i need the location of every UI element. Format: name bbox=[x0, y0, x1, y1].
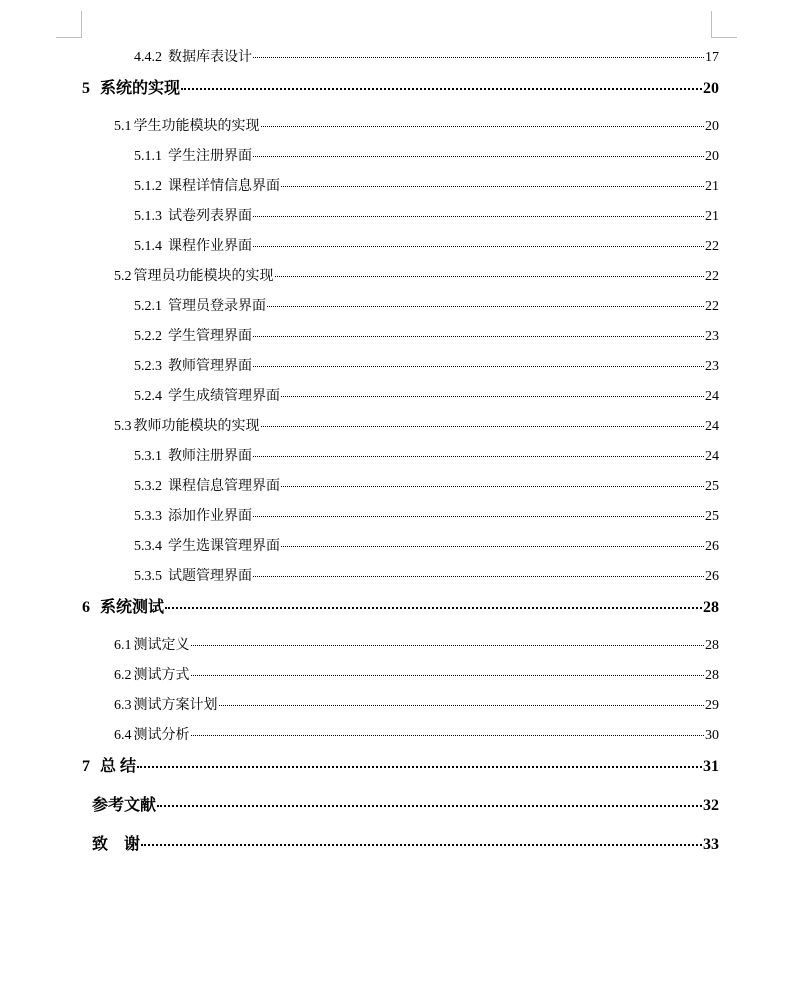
toc-entry[interactable] bbox=[82, 792, 719, 815]
toc-entry-title bbox=[134, 205, 252, 225]
dot-leader bbox=[253, 336, 704, 337]
toc-entry-page-number: 29 bbox=[705, 698, 719, 713]
toc-entry-title bbox=[134, 46, 252, 66]
toc-entry-title bbox=[114, 415, 260, 435]
toc-entry-page-number: 20 bbox=[703, 80, 719, 97]
dot-leader bbox=[219, 705, 705, 706]
toc-entry-text: 课程作业界面 bbox=[168, 239, 252, 254]
toc-entry-number: 5 bbox=[82, 80, 90, 97]
toc-entry-title bbox=[134, 295, 266, 315]
toc-entry-title bbox=[114, 265, 274, 285]
toc-entry-page-number: 22 bbox=[705, 299, 719, 314]
toc-entry-number: 6.3 bbox=[114, 698, 132, 713]
toc-entry[interactable] bbox=[114, 634, 719, 654]
toc-entry[interactable] bbox=[114, 265, 719, 285]
toc-entry-number: 5.2.1 bbox=[134, 299, 162, 314]
dot-leader bbox=[253, 216, 704, 217]
toc-entry-number: 5.3.5 bbox=[134, 569, 162, 584]
toc-entry-text: 课程信息管理界面 bbox=[168, 479, 280, 494]
toc-entry-number: 5.3.4 bbox=[134, 539, 162, 554]
toc-entry-page-number: 22 bbox=[705, 239, 719, 254]
toc-entry-number: 7 bbox=[82, 758, 90, 775]
toc-entry-number: 6.1 bbox=[114, 638, 132, 653]
toc-entry-page-number: 31 bbox=[703, 758, 719, 775]
toc-entry-text: 测试方式 bbox=[133, 668, 190, 683]
dot-leader bbox=[191, 735, 705, 736]
toc-entry-page-number: 17 bbox=[705, 50, 719, 65]
toc-entry-page-number: 28 bbox=[703, 599, 719, 616]
toc-entry-text: 总 结 bbox=[100, 758, 137, 775]
toc-entry-page-number: 26 bbox=[705, 569, 719, 584]
toc-entry-text: 管理员功能模块的实现 bbox=[133, 269, 274, 284]
toc-entry-page-number: 23 bbox=[705, 329, 719, 344]
toc-entry-text: 学生注册界面 bbox=[168, 149, 252, 164]
toc-entry-page-number: 33 bbox=[703, 836, 719, 853]
toc-entry-title bbox=[114, 115, 260, 135]
toc-entry[interactable] bbox=[114, 415, 719, 435]
toc-entry-page-number: 28 bbox=[705, 638, 719, 653]
toc-entry[interactable] bbox=[114, 694, 719, 714]
toc-entry-text: 管理员登录界面 bbox=[168, 299, 266, 314]
dot-leader bbox=[253, 516, 704, 517]
dot-leader bbox=[157, 805, 702, 807]
dot-leader bbox=[191, 675, 705, 676]
dot-leader bbox=[275, 276, 705, 277]
toc-entry[interactable] bbox=[82, 75, 719, 98]
toc-entry[interactable] bbox=[134, 325, 719, 345]
toc-entry-number: 5.3.2 bbox=[134, 479, 162, 494]
dot-leader bbox=[141, 844, 702, 846]
toc-entry[interactable] bbox=[134, 535, 719, 555]
toc-entry-page-number: 24 bbox=[705, 389, 719, 404]
toc-entry-number: 5.3.3 bbox=[134, 509, 162, 524]
dot-leader bbox=[165, 607, 702, 609]
toc-entry-title bbox=[114, 634, 190, 654]
toc-entry-number: 5.2.4 bbox=[134, 389, 162, 404]
toc-entry-text: 测试定义 bbox=[133, 638, 190, 653]
toc-entry[interactable] bbox=[134, 565, 719, 585]
toc-entry-title bbox=[134, 325, 252, 345]
toc-entry[interactable] bbox=[134, 145, 719, 165]
toc-entry-text: 学生成绩管理界面 bbox=[168, 389, 280, 404]
dot-leader bbox=[261, 126, 705, 127]
toc-entry-title bbox=[134, 445, 252, 465]
toc-entry-title bbox=[134, 175, 280, 195]
toc-entry-text: 添加作业界面 bbox=[168, 509, 252, 524]
margin-corner-mark-top-left bbox=[56, 11, 82, 38]
dot-leader bbox=[253, 57, 704, 58]
toc-entry-number: 5.2.3 bbox=[134, 359, 162, 374]
toc-entry-number: 5.2 bbox=[114, 269, 132, 284]
toc-entry[interactable] bbox=[134, 46, 719, 66]
dot-leader bbox=[281, 546, 704, 547]
toc-entry-page-number: 20 bbox=[705, 119, 719, 134]
toc-entry-number: 4.4.2 bbox=[134, 50, 162, 65]
toc-entry-number: 5.1.1 bbox=[134, 149, 162, 164]
toc-entry-text: 系统的实现 bbox=[100, 80, 181, 97]
toc-entry-title bbox=[134, 145, 252, 165]
toc-entry[interactable] bbox=[134, 475, 719, 495]
toc-entry[interactable] bbox=[82, 753, 719, 776]
toc-entry-number: 6 bbox=[82, 599, 90, 616]
dot-leader bbox=[281, 486, 704, 487]
toc-entry-title bbox=[114, 694, 218, 714]
toc-entry-text: 教师注册界面 bbox=[168, 449, 252, 464]
toc-entry-page-number: 25 bbox=[705, 509, 719, 524]
toc-entry-title bbox=[134, 235, 252, 255]
toc-entry-text: 教师功能模块的实现 bbox=[133, 419, 260, 434]
toc-entry[interactable] bbox=[82, 594, 719, 617]
dot-leader bbox=[253, 366, 704, 367]
toc-entry[interactable] bbox=[82, 831, 719, 854]
toc-entry-text: 试题管理界面 bbox=[168, 569, 252, 584]
toc-entry[interactable] bbox=[134, 355, 719, 375]
toc-entry-number: 5.3.1 bbox=[134, 449, 162, 464]
toc-entry-number: 5.1.2 bbox=[134, 179, 162, 194]
toc-entry-title bbox=[134, 505, 252, 525]
toc-entry-number: 5.1.4 bbox=[134, 239, 162, 254]
toc-entry-text: 数据库表设计 bbox=[168, 50, 252, 65]
toc-entry-number: 5.3 bbox=[114, 419, 132, 434]
toc-entry-text: 测试方案计划 bbox=[133, 698, 218, 713]
toc-entry[interactable] bbox=[134, 445, 719, 465]
toc-entry-text: 学生功能模块的实现 bbox=[133, 119, 260, 134]
toc-entry-page-number: 22 bbox=[705, 269, 719, 284]
toc-entry-number: 5.1 bbox=[114, 119, 132, 134]
toc-entry-text: 试卷列表界面 bbox=[168, 209, 252, 224]
dot-leader bbox=[181, 88, 702, 90]
dot-leader bbox=[253, 246, 704, 247]
toc-entry-number: 6.2 bbox=[114, 668, 132, 683]
toc-entry[interactable] bbox=[114, 724, 719, 744]
toc-entry-title bbox=[82, 75, 180, 98]
toc-entry-text: 课程详情信息界面 bbox=[168, 179, 280, 194]
toc-entry[interactable] bbox=[134, 175, 719, 195]
toc-entry[interactable] bbox=[134, 235, 719, 255]
toc-entry-number: 5.2.2 bbox=[134, 329, 162, 344]
toc-entry[interactable] bbox=[114, 664, 719, 684]
toc-entry-title bbox=[82, 792, 156, 815]
toc-entry-page-number: 24 bbox=[705, 449, 719, 464]
margin-corner-mark-top-right bbox=[711, 11, 737, 38]
dot-leader bbox=[191, 645, 705, 646]
dot-leader bbox=[281, 186, 704, 187]
dot-leader bbox=[267, 306, 704, 307]
toc-entry-page-number: 23 bbox=[705, 359, 719, 374]
toc-entry[interactable] bbox=[134, 505, 719, 525]
toc-entry-page-number: 20 bbox=[705, 149, 719, 164]
toc-entry-title bbox=[114, 724, 190, 744]
toc-entry-text: 测试分析 bbox=[133, 728, 190, 743]
toc-entry[interactable] bbox=[134, 385, 719, 405]
toc-entry-title bbox=[82, 753, 136, 776]
dot-leader bbox=[261, 426, 705, 427]
toc-entry[interactable] bbox=[134, 295, 719, 315]
dot-leader bbox=[281, 396, 704, 397]
toc-entry-page-number: 28 bbox=[705, 668, 719, 683]
toc-entry-title bbox=[82, 594, 164, 617]
toc-entry-page-number: 21 bbox=[705, 179, 719, 194]
toc-entry-page-number: 21 bbox=[705, 209, 719, 224]
toc-entry-number: 6.4 bbox=[114, 728, 132, 743]
toc-entry[interactable] bbox=[114, 115, 719, 135]
toc-entry-text: 致 谢 bbox=[92, 836, 141, 853]
toc-entry-page-number: 26 bbox=[705, 539, 719, 554]
toc-entry-page-number: 32 bbox=[703, 797, 719, 814]
toc-entry-title bbox=[134, 565, 252, 585]
toc-entry-title bbox=[114, 664, 190, 684]
toc-entry-text: 学生选课管理界面 bbox=[168, 539, 280, 554]
toc-entry-text: 教师管理界面 bbox=[168, 359, 252, 374]
toc-entry-page-number: 24 bbox=[705, 419, 719, 434]
toc-entry-title bbox=[134, 475, 280, 495]
toc-entry-number: 5.1.3 bbox=[134, 209, 162, 224]
toc-entry-text: 系统测试 bbox=[100, 599, 165, 616]
dot-leader bbox=[137, 766, 702, 768]
dot-leader bbox=[253, 576, 704, 577]
toc-entry-text: 参考文献 bbox=[92, 797, 157, 814]
toc-entry-title bbox=[134, 385, 280, 405]
toc-entry-title bbox=[134, 535, 280, 555]
toc-entry-page-number: 30 bbox=[705, 728, 719, 743]
toc-entry-text: 学生管理界面 bbox=[168, 329, 252, 344]
dot-leader bbox=[253, 156, 704, 157]
toc-entry-page-number: 25 bbox=[705, 479, 719, 494]
toc-entry-title bbox=[134, 355, 252, 375]
toc-entry[interactable] bbox=[134, 205, 719, 225]
dot-leader bbox=[253, 456, 704, 457]
toc-entry-title bbox=[82, 831, 140, 854]
